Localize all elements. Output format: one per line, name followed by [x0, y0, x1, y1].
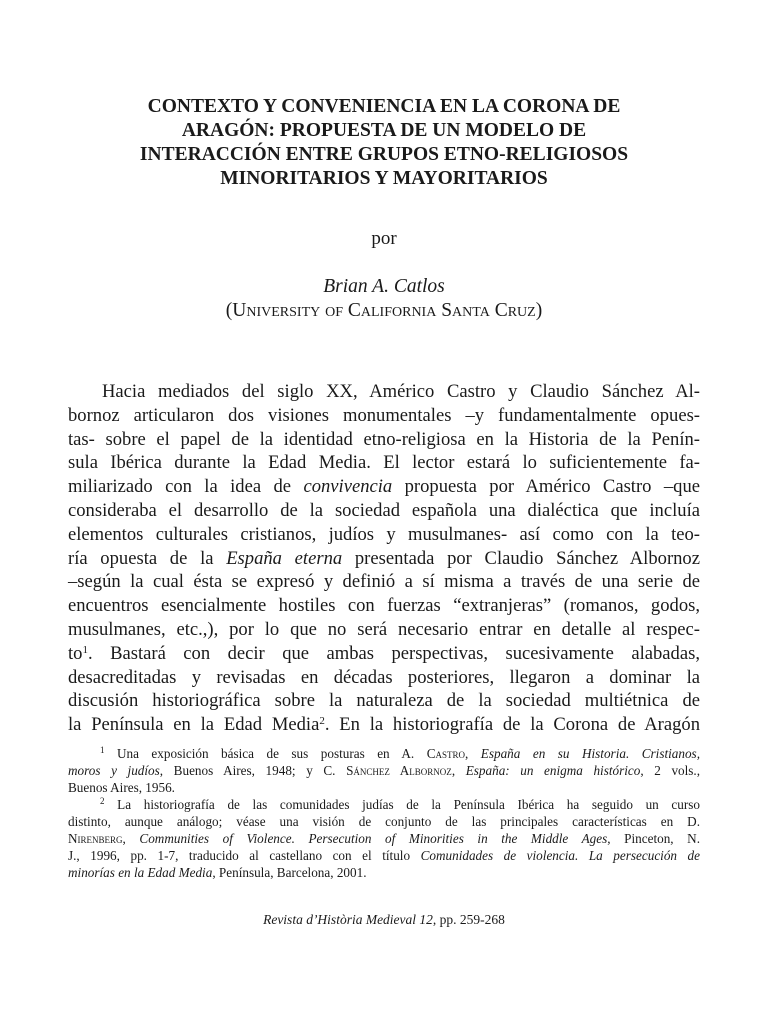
- footnote-ref[interactable]: 2: [319, 715, 325, 728]
- footnote-text: ,: [122, 831, 140, 846]
- body-text: ría opuesta de la: [68, 547, 227, 569]
- body-line: discusión historiográfica sobre la naturaleza de la sociedad multiétnica de: [68, 690, 700, 712]
- title-line: ARAGÓN: PROPUESTA DE UN MODELO DE: [181, 120, 587, 141]
- italic-term: España eterna: [226, 547, 343, 569]
- journal-citation: [0, 912, 768, 928]
- footnote-line: [68, 830, 700, 847]
- byline: por: [371, 228, 397, 249]
- body-line: consideraba el desarrollo de la sociedad española una dialéctica que incluía: [68, 499, 700, 521]
- book-title: Comunidades de violencia. La persecución de: [420, 848, 701, 863]
- title-line: CONTEXTO Y CONVENIENCIA EN LA CORONA DE: [147, 96, 621, 117]
- body-text: . Bastará con decir que ambas perspectivas, sucesivamente alabadas,: [87, 642, 700, 664]
- footnote-text: , Península, Barcelona, 2001.: [212, 865, 367, 880]
- book-title: moros y judíos: [68, 763, 160, 778]
- body-text: miliarizado con la idea de: [68, 476, 304, 498]
- journal-pages: , pp. 259-268: [432, 912, 505, 927]
- footnote-ref[interactable]: 1: [82, 643, 88, 656]
- body-line: musulmanes, etc.,), por lo que no será necesario entrar en detalle al respec-: [68, 618, 700, 640]
- footnote-line: [68, 847, 700, 864]
- footnote-text: , Pinceton, N.: [607, 831, 700, 846]
- footnote-line: [68, 796, 700, 813]
- journal-name: Revista d’Història Medieval 12: [263, 912, 433, 927]
- footnote-mark: 1: [100, 745, 105, 755]
- author-affiliation: (University of California Santa Cruz): [225, 300, 543, 321]
- footnote-line: [68, 864, 700, 881]
- body-text: . En la historiografía de la Corona de Aragón: [324, 714, 700, 736]
- article-title: [60, 95, 708, 191]
- footnotes: [68, 745, 700, 881]
- footnote-text: La historiografía de las comunidades judías de la Península Ibérica ha seguido un curso: [104, 797, 700, 812]
- book-title: España en su Historia. Cristianos,: [480, 746, 700, 761]
- footnote-text: J., 1996, pp. 1-7, traducido al castellano con el título: [68, 848, 421, 863]
- body-line: [68, 475, 700, 499]
- body-paragraph: [68, 380, 700, 737]
- body-line: tas- sobre el papel de la identidad etno-religiosa en la Historia de la Penín-: [68, 428, 700, 450]
- body-line: bornoz articularon dos visiones monumentales –y fundamentalmente opues-: [68, 404, 700, 426]
- footnote-text: ,: [451, 763, 466, 778]
- body-line: [68, 713, 700, 737]
- body-line: [68, 642, 700, 666]
- body-text: propuesta por Américo Castro –que: [392, 476, 700, 498]
- footnote-text: , Buenos Aires, 1948; y C.: [159, 763, 347, 778]
- body-line: [68, 547, 700, 571]
- body-line: sula Ibérica durante la Edad Media. El lector estará lo suficientemente fa-: [68, 452, 700, 474]
- footnote-line: [68, 762, 700, 779]
- book-title: minorías en la Edad Media: [68, 865, 213, 880]
- italic-term: convivencia: [303, 476, 393, 498]
- body-line: desacreditadas y revisadas en décadas posteriores, llegaron a dominar la: [68, 666, 700, 688]
- body-line: Hacia mediados del siglo XX, Américo Castro y Claudio Sánchez Al-: [102, 381, 700, 402]
- body-line: encuentros esencialmente hostiles con fuerzas “extranjeras” (romanos, godos,: [68, 595, 700, 617]
- body-text: to: [68, 642, 83, 664]
- footnote-text: ,: [465, 746, 481, 761]
- author-smallcaps: Nirenberg: [68, 831, 123, 846]
- footnote-text: , 2 vols.,: [640, 763, 701, 778]
- body-text: la Península en la Edad Media: [68, 714, 320, 736]
- footnote-line: Buenos Aires, 1956.: [68, 780, 175, 795]
- book-title: España: un enigma histórico: [465, 763, 641, 778]
- author-smallcaps: Castro: [426, 746, 466, 761]
- author-name: Brian A. Catlos: [323, 276, 445, 297]
- footnote-line: [68, 745, 700, 762]
- title-line: MINORITARIOS Y MAYORITARIOS: [220, 168, 548, 189]
- body-line: –según la cual ésta se expresó y definió a sí misma a través de una serie de: [68, 571, 700, 593]
- footnote-line: distinto, aunque análogo; véase una visión de conjunto de las principales características en D.: [68, 814, 700, 829]
- body-text: presentada por Claudio Sánchez Albornoz: [342, 547, 700, 569]
- footnote-mark: 2: [100, 796, 105, 806]
- title-line: INTERACCIÓN ENTRE GRUPOS ETNO-RELIGIOSOS: [139, 144, 629, 165]
- body-line: elementos culturales cristianos, judíos y musulmanes- así como con la teo-: [68, 523, 700, 545]
- book-title: Communities of Violence. Persecution of Minorities in the Middle Ages: [139, 831, 608, 846]
- footnote-text: Una exposición básica de sus posturas en A.: [104, 746, 427, 761]
- author-smallcaps: Sánchez Albornoz: [346, 763, 452, 778]
